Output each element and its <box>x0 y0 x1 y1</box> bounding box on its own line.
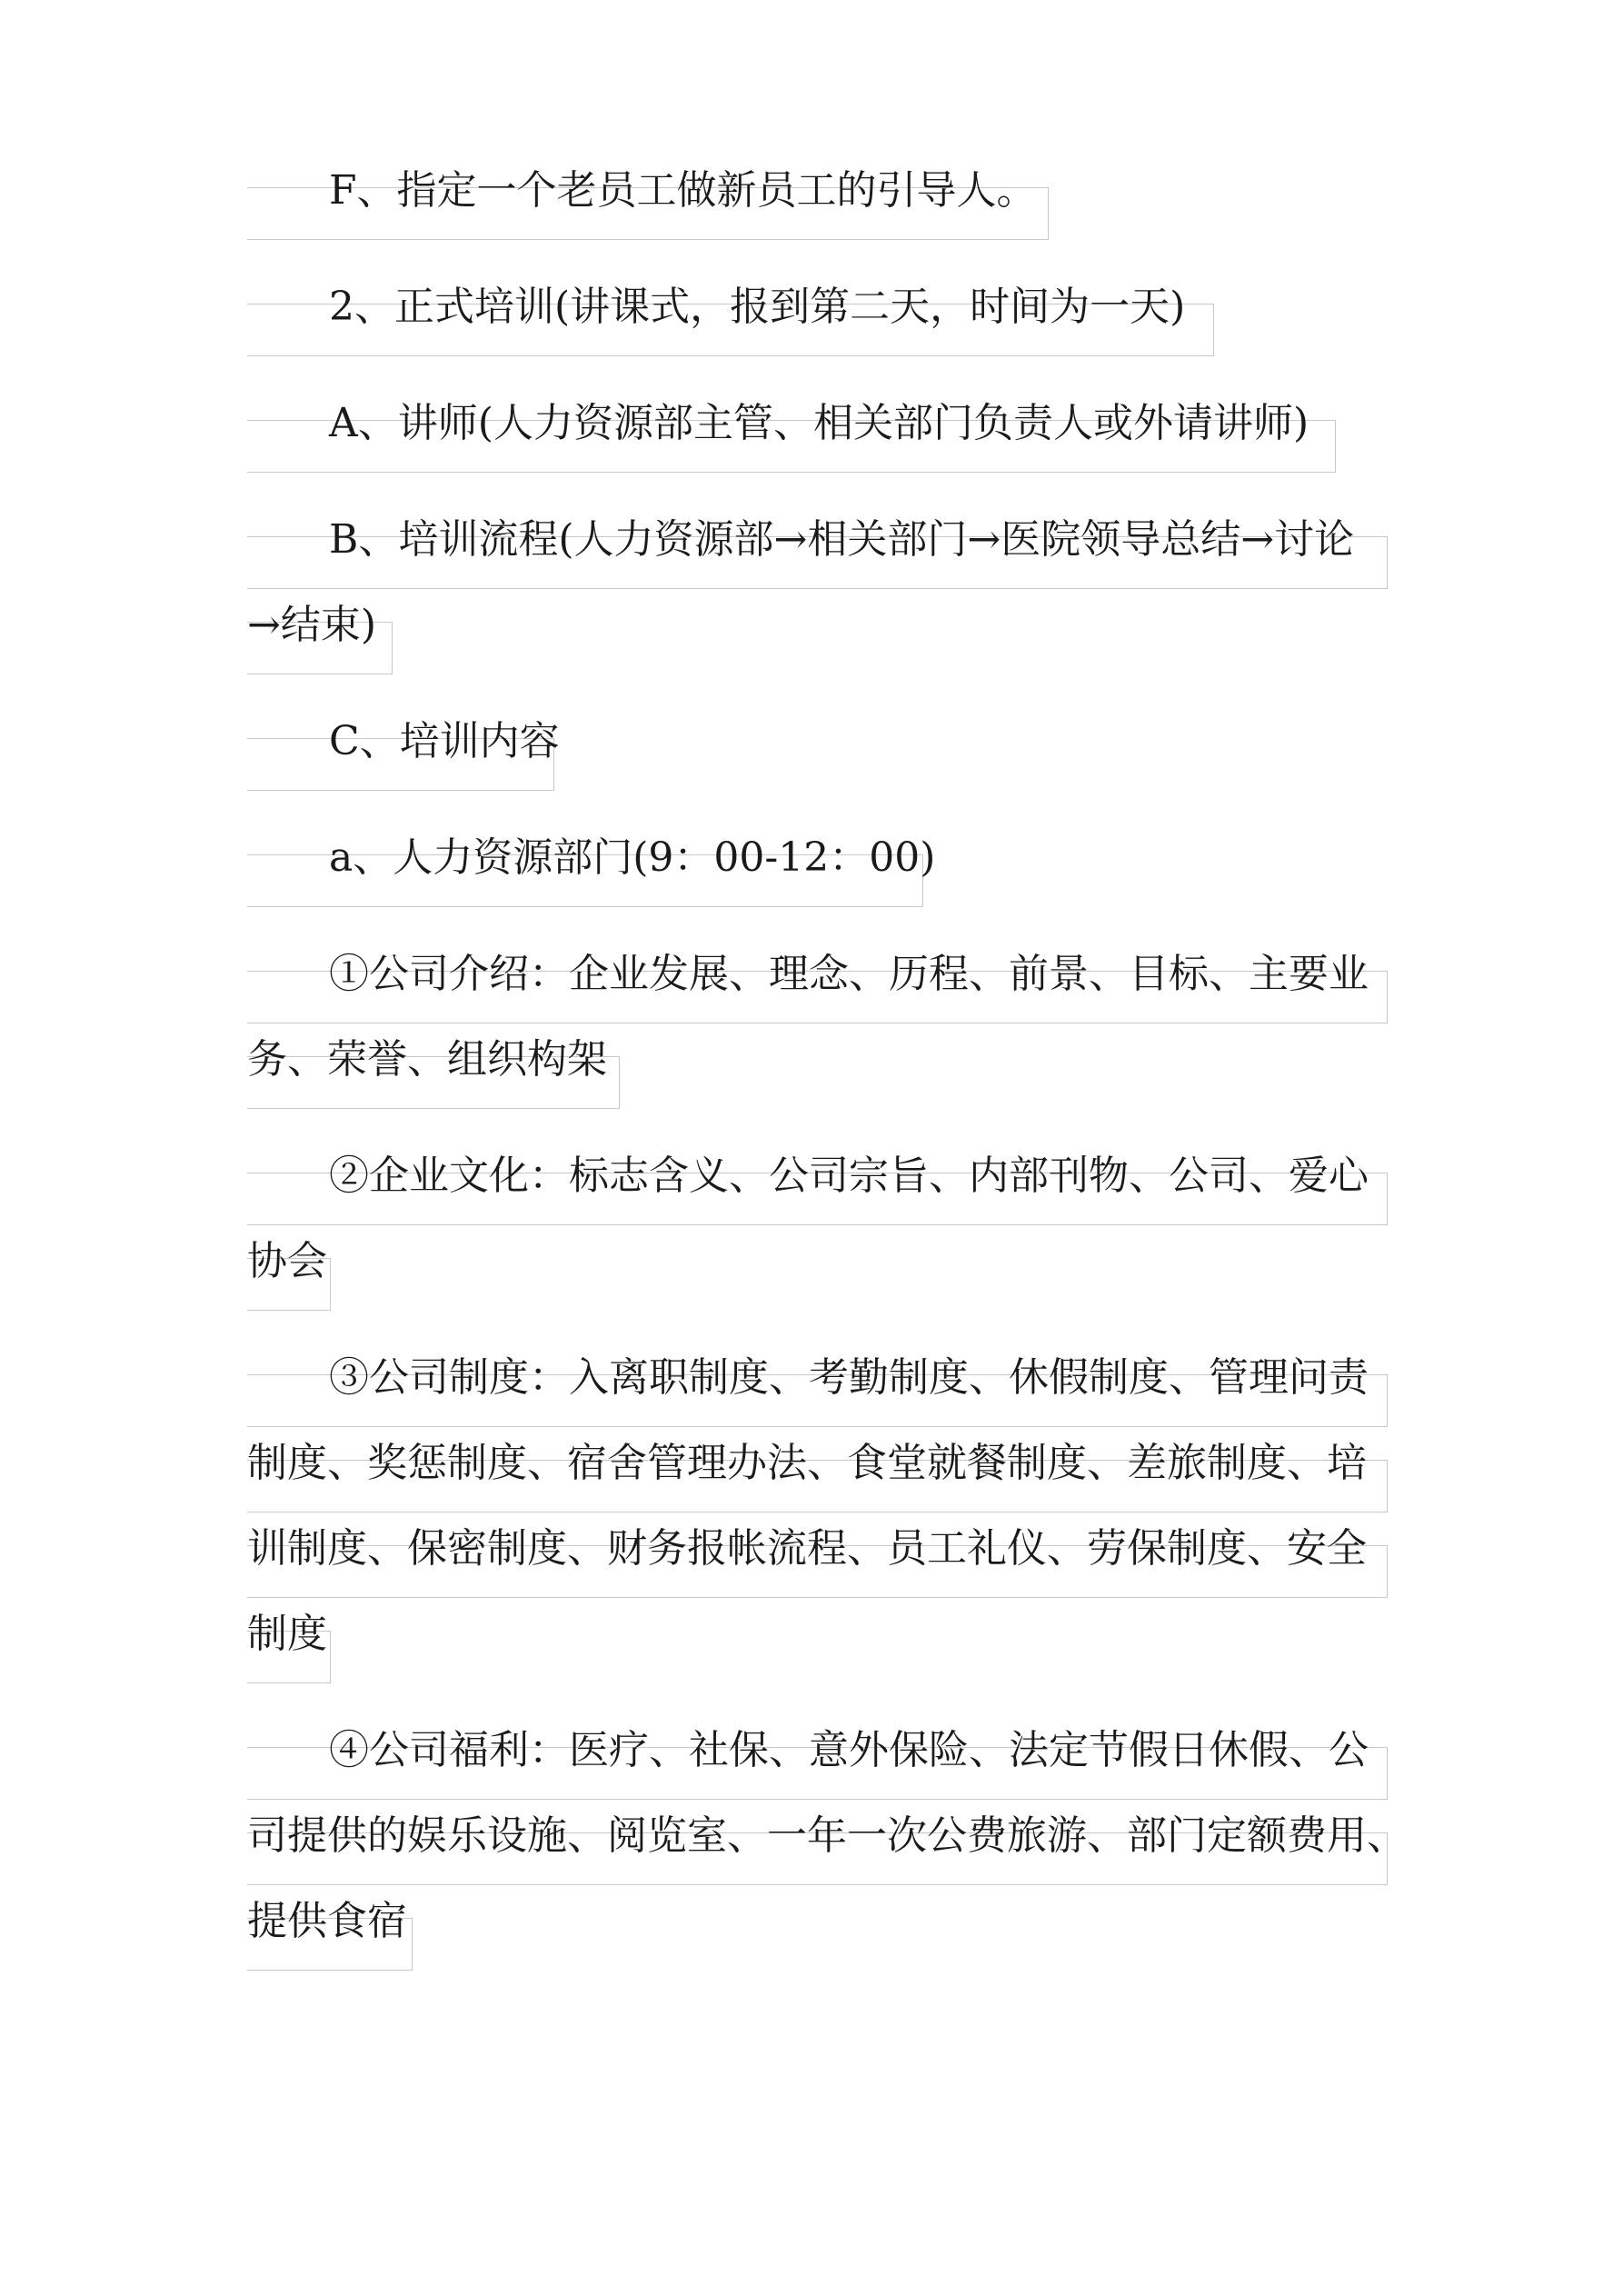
line-text: A、讲师(人力资源部主管、相关部门负责人或外请讲师) <box>329 400 1309 446</box>
text-line-hr-department <box>247 834 936 907</box>
text-line-company-welfare-cont2 <box>247 1898 413 1971</box>
line-text: a、人力资源部门(9：00-12：00) <box>329 834 936 881</box>
line-text: ①公司介绍：企业发展、理念、历程、前景、目标、主要业 <box>329 951 1369 997</box>
text-line-formal-training <box>247 284 1214 356</box>
line-text: ②企业文化：标志含义、公司宗旨、内部刊物、公司、爱心 <box>329 1153 1369 1199</box>
line-text: B、培训流程(人力资源部→相关部门→医院领导总结→讨论 <box>329 516 1355 563</box>
line-text: →结束) <box>247 602 377 648</box>
text-line-company-welfare <box>247 1727 1388 1800</box>
text-line-training-flow-end <box>247 602 393 674</box>
text-line-f-guide <box>247 167 1049 240</box>
text-line-company-rules-cont2 <box>247 1525 1388 1598</box>
line-text: 务、荣誉、组织构架 <box>247 1036 607 1083</box>
text-line-corporate-culture-cont <box>247 1238 331 1311</box>
text-line-corporate-culture <box>247 1153 1388 1225</box>
line-text: 训制度、保密制度、财务报帐流程、员工礼仪、劳保制度、安全 <box>247 1525 1367 1572</box>
line-text: 提供食宿 <box>247 1898 407 1944</box>
text-line-company-intro-cont <box>247 1036 620 1109</box>
line-text: F、指定一个老员工做新员工的引导人。 <box>329 167 1037 214</box>
text-line-training-flow <box>247 516 1388 589</box>
line-text: ④公司福利：医疗、社保、意外保险、法定节假日休假、公 <box>329 1727 1369 1773</box>
text-line-company-rules <box>247 1354 1388 1427</box>
line-text: 2、正式培训(讲课式，报到第二天，时间为一天) <box>329 284 1186 330</box>
line-text: 制度 <box>247 1611 327 1657</box>
line-text: 司提供的娱乐设施、阅览室、一年一次公费旅游、部门定额费用、 <box>247 1812 1407 1859</box>
line-text: C、培训内容 <box>329 718 560 764</box>
text-line-company-intro <box>247 951 1388 1023</box>
text-line-company-rules-cont1 <box>247 1440 1388 1512</box>
line-text: 制度、奖惩制度、宿舍管理办法、食堂就餐制度、差旅制度、培 <box>247 1440 1367 1486</box>
line-text: 协会 <box>247 1238 327 1284</box>
text-line-company-rules-cont3 <box>247 1611 331 1683</box>
line-text: ③公司制度：入离职制度、考勤制度、休假制度、管理问责 <box>329 1354 1369 1401</box>
text-line-lecturer <box>247 400 1336 473</box>
text-line-company-welfare-cont1 <box>247 1812 1407 1885</box>
text-line-training-content <box>247 718 560 791</box>
